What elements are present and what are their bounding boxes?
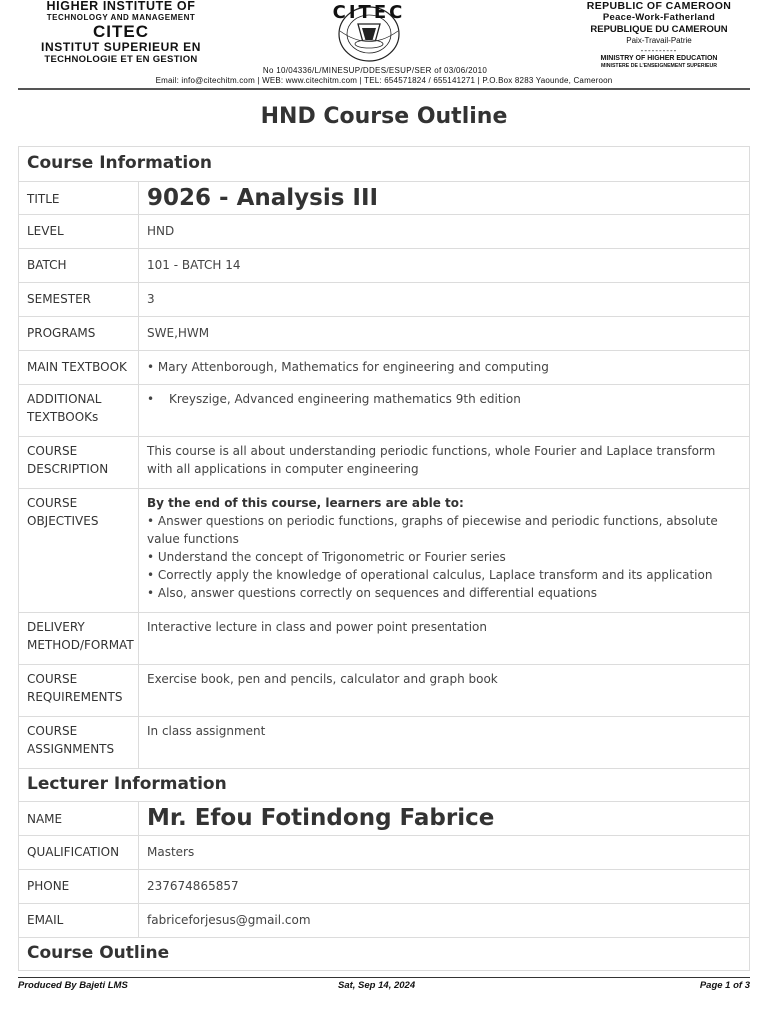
institute-name-fr-line2: TECHNOLOGIE ET EN GESTION [44,54,198,65]
section-heading: Course Information [19,147,750,182]
row-lecturer-name [19,802,750,836]
field-label: TEXTBOOKs [27,410,99,424]
field-label: REQUIREMENTS [27,690,123,704]
course-title-value: 9026 - Analysis III [147,185,379,211]
section-course-information [19,147,750,182]
field-label: METHOD/FORMAT [27,638,134,652]
institute-name-fr-line1: INSTITUT SUPERIEUR EN [41,40,201,54]
registration-number: No 10/04336/L/MINESUP/DDES/ESUP/SER of 03/06/2010 [262,66,488,75]
row-programs [19,317,750,351]
course-outline-table [18,146,750,971]
field-label: SEMESTER [19,283,139,317]
field-value: • Mary Attenborough, Mathematics for engineering and computing [139,351,750,385]
field-label: MAIN TEXTBOOK [19,351,139,385]
republic-fr: REPUBLIQUE DU CAMEROUN [590,24,728,35]
institute-acronym: CITEC [93,22,149,41]
row-delivery-method [19,613,750,665]
field-value: Kreyszige, Advanced engineering mathematics 9th edition [169,392,521,406]
field-label: BATCH [19,249,139,283]
field-value: Exercise book, pen and pencils, calculator and graph book [139,665,750,717]
list-item: • Correctly apply the knowledge of operational calculus, Laplace transform and its application [147,568,713,582]
row-batch [19,249,750,283]
contact-line: Email: info@citechitm.com | WEB: www.citechitm.com | TEL: 654571824 / 655141271 | P.O.Box 8283 Yaounde, Cameroon [155,76,613,85]
section-heading: Lecturer Information [19,769,750,802]
row-level [19,215,750,249]
row-course-objectives [19,489,750,613]
field-label: COURSE [27,496,78,510]
letterhead-divider [18,88,750,90]
field-label: ASSIGNMENTS [27,742,115,756]
field-label: LEVEL [19,215,139,249]
field-label: COURSE [27,444,78,458]
ministry-en: MINISTRY OF HIGHER EDUCATION [600,55,718,62]
field-value: Interactive lecture in class and power point presentation [139,613,750,665]
section-lecturer-information [19,769,750,802]
field-value: 101 - BATCH 14 [139,249,750,283]
footer-divider [18,977,750,978]
list-item: • Also, answer questions correctly on sequences and differential equations [147,586,598,600]
motto-fr: Paix-Travail-Patrie [626,36,692,45]
section-heading: Course Outline [19,938,750,971]
field-label: COURSE [27,724,78,738]
row-title [19,182,750,215]
list-item: • Answer questions on periodic functions, graphs of piecewise and periodic functions, absolute value functions [147,514,718,546]
field-label: PHONE [19,870,139,904]
field-label: DELIVERY [27,620,85,634]
field-label: QUALIFICATION [19,836,139,870]
institute-name-en-line2: TECHNOLOGY AND MANAGEMENT [46,13,196,22]
field-label: NAME [19,802,139,836]
institute-name-block [26,0,216,65]
row-additional-textbooks [19,385,750,437]
separator-dashes: ---------- [640,46,678,55]
ministry-fr: MINISTERE DE L'ENSEIGNEMENT SUPERIEUR [601,63,717,69]
field-label: PROGRAMS [19,317,139,351]
row-main-textbook [19,351,750,385]
objectives-intro: By the end of this course, learners are able to: [147,496,464,510]
list-item [147,390,741,408]
field-value: SWE,HWM [139,317,750,351]
section-course-outline [19,938,750,971]
page-title: HND Course Outline [260,104,508,129]
republic-block [574,0,744,70]
row-email [19,904,750,938]
republic-en: REPUBLIC OF CAMEROON [586,0,732,12]
field-value: Masters [139,836,750,870]
field-label: ADDITIONAL [27,392,102,406]
row-course-description [19,437,750,489]
bullet-icon: • [147,392,155,406]
field-value: In class assignment [139,717,750,769]
row-phone [19,870,750,904]
page-footer [18,980,750,994]
motto-en: Peace-Work-Fatherland [602,12,716,23]
row-semester [19,283,750,317]
field-value: 3 [139,283,750,317]
list-item: • Understand the concept of Trigonometric or Fourier series [147,550,506,564]
field-label: EMAIL [19,904,139,938]
institute-name-en-line1: HIGHER INSTITUTE OF [46,0,196,13]
field-value: 237674865857 [139,870,750,904]
row-course-assignments [19,717,750,769]
logo-wordmark: CITEC [332,2,406,23]
lecturer-name-value: Mr. Efou Fotindong Fabrice [147,805,495,831]
print-date: Sat, Sep 14, 2024 [338,980,416,991]
field-label: OBJECTIVES [27,514,99,528]
field-label: DESCRIPTION [27,462,109,476]
produced-by: Produced By Bajeti LMS [18,980,128,991]
field-value: HND [139,215,750,249]
row-qualification [19,836,750,870]
page-number: Page 1 of 3 [699,980,750,991]
field-label: COURSE [27,672,78,686]
field-value: This course is all about understanding periodic functions, whole Fourier and Laplace transform with all applications in computer engineering [139,437,750,489]
citec-logo [300,0,438,64]
field-label: TITLE [19,182,139,215]
field-value: fabriceforjesus@gmail.com [139,904,750,938]
row-course-requirements [19,665,750,717]
